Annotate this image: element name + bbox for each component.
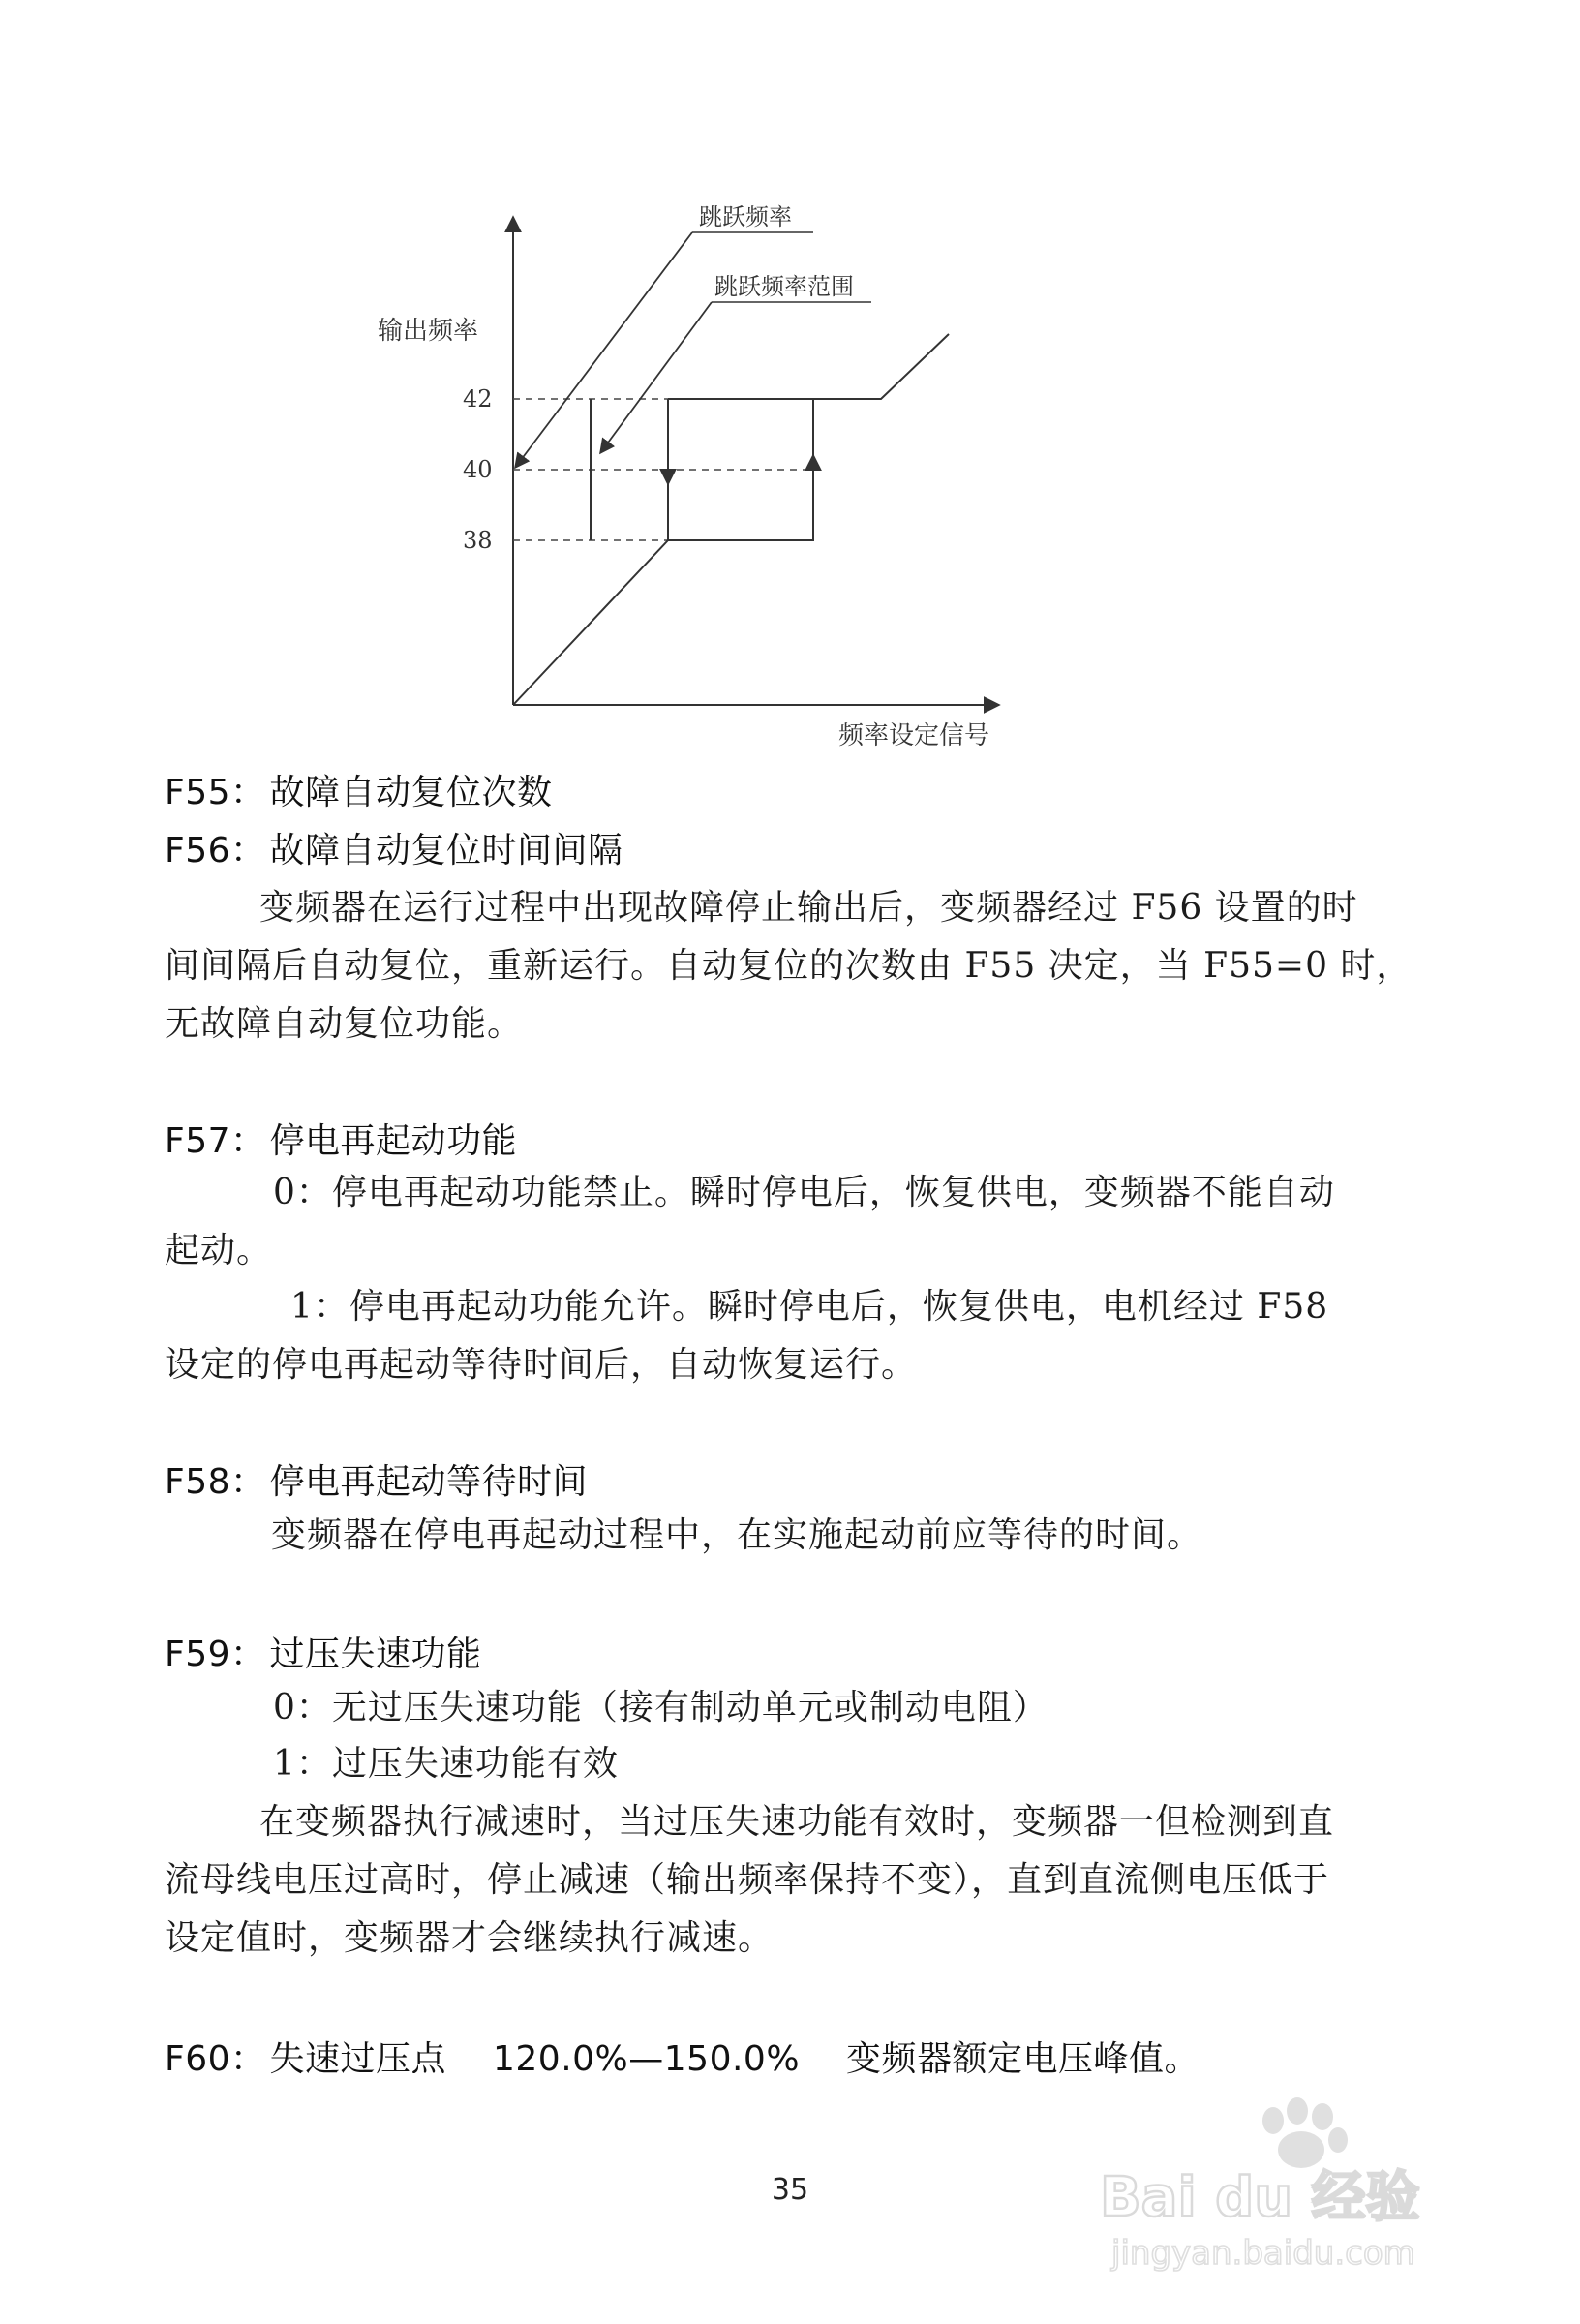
paw-icon: [1262, 2097, 1348, 2168]
f60-description: 变频器额定电压峰值。: [846, 2039, 1200, 2079]
x-axis-label: 频率设定信号: [838, 721, 990, 750]
heading-f57-code: F57：: [165, 1121, 266, 1161]
heading-f56-title: 故障自动复位时间间隔: [269, 831, 623, 871]
f59-option-0: 0：无过压失速功能（接有制动单元或制动电阻）: [273, 1688, 1048, 1728]
baidu-jingyan-watermark: [1094, 2082, 1472, 2276]
heading-f58-code: F58：: [165, 1462, 266, 1502]
y-axis-label: 输出频率: [378, 317, 479, 346]
heading-f55-title: 故障自动复位次数: [269, 773, 553, 812]
jump-freq-leader: [515, 232, 692, 468]
heading-f60-title: 失速过压点: [269, 2039, 447, 2079]
f57-option-0: 0：停电再起动功能禁止。瞬时停电后，恢复供电，变频器不能自动: [273, 1173, 1335, 1212]
heading-f56: [165, 823, 623, 872]
heading-f59-title: 过压失速功能: [269, 1635, 482, 1674]
heading-f60-code: F60：: [165, 2039, 266, 2079]
heading-f58-title: 停电再起动等待时间: [269, 1462, 589, 1502]
watermark-brand: Bai du 经验: [1100, 2166, 1420, 2229]
label-jump-frequency-range: 跳跃频率范围: [714, 273, 854, 300]
f59-option-1: 1：过压失速功能有效: [273, 1744, 619, 1784]
page-number: 35: [771, 2173, 809, 2207]
heading-f59: [165, 1627, 482, 1676]
f56-line-3: 无故障自动复位功能。: [165, 1004, 524, 1044]
label-jump-frequency: 跳跃频率: [699, 203, 792, 230]
tick-label-38: 38: [463, 527, 493, 554]
f59-line-2: 流母线电压过高时，停止减速（输出频率保持不变），直到直流侧电压低于: [165, 1860, 1330, 1900]
heading-f58: [165, 1454, 588, 1504]
output-curve: [513, 334, 949, 705]
heading-f59-code: F59：: [165, 1635, 266, 1674]
f58-line-1: 变频器在停电再起动过程中，在实施起动前应等待的时间。: [271, 1515, 1203, 1555]
f57-option-1: 1：停电再起动功能允许。瞬时停电后，恢复供电，电机经过 F58: [290, 1287, 1329, 1327]
jump-frequency-figure: [358, 194, 1036, 775]
f56-line-2: 间间隔后自动复位，重新运行。自动复位的次数由 F55 决定，当 F55=0 时，: [165, 946, 1413, 986]
tick-label-40: 40: [463, 456, 493, 483]
f59-line-1: 在变频器执行减速时，当过压失速功能有效时，变频器一但检测到直: [259, 1802, 1335, 1842]
f57-option-1-cont: 设定的停电再起动等待时间后，自动恢复运行。: [165, 1345, 918, 1385]
heading-f55-code: F55：: [165, 773, 266, 812]
jump-range-leader: [600, 302, 712, 453]
f57-option-0-cont: 起动。: [165, 1231, 273, 1270]
heading-f60: [165, 2032, 1200, 2081]
f60-range: 120.0%—150.0%: [493, 2039, 801, 2079]
heading-f57-title: 停电再起动功能: [269, 1121, 518, 1161]
f56-line-1: 变频器在运行过程中出现故障停止输出后，变频器经过 F56 设置的时: [259, 888, 1358, 928]
watermark-url: jingyan.baidu.com: [1111, 2234, 1415, 2273]
heading-f55: [165, 765, 553, 814]
f59-line-3: 设定值时，变频器才会继续执行减速。: [165, 1918, 775, 1958]
tick-label-42: 42: [463, 385, 493, 413]
heading-f57: [165, 1114, 517, 1163]
heading-f56-code: F56：: [165, 831, 266, 871]
